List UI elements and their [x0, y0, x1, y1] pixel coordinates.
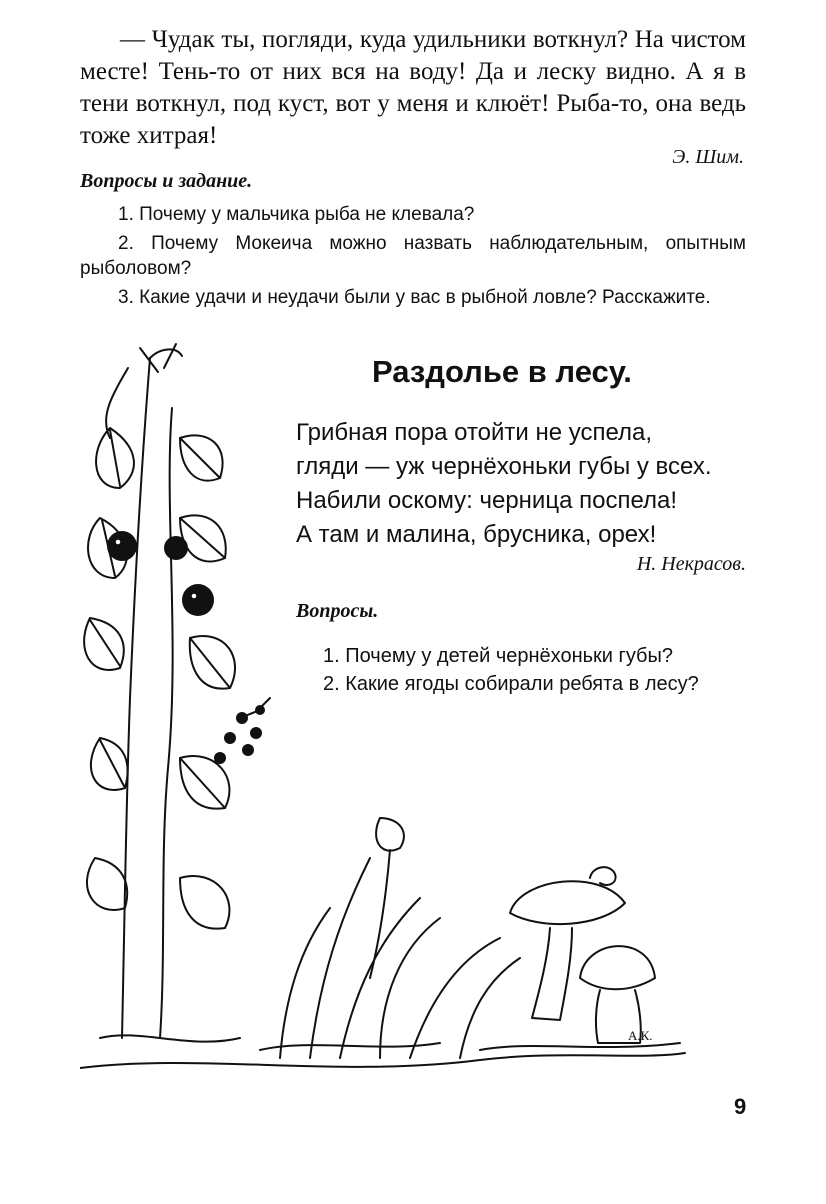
questions-heading-1: Вопросы и задание.: [80, 170, 253, 192]
grass: [310, 858, 370, 1058]
snail: [590, 867, 616, 885]
berry: [255, 705, 265, 715]
leaf: [180, 876, 229, 929]
poem-line: гляди — уж чернёхоньки губы у всех.: [296, 453, 712, 480]
question-item: 1. Почему у мальчика рыба не клевала?: [118, 204, 475, 225]
poem-title: Раздолье в лесу.: [372, 354, 632, 389]
flower: [376, 818, 404, 851]
berry: [236, 712, 248, 724]
berry: [250, 727, 262, 739]
story-paragraph: — Чудак ты, погляди, куда удильники воткнул? На чистом месте! Тень-то от них вся на воду! Да и леску видно. А я в тени воткнул, под куст, вот у меня и клюёт! Рыба-то, она ведь тоже хитрая!: [80, 26, 746, 149]
poem-line: Грибная пора отойти не успела,: [296, 419, 653, 446]
raspberry: [182, 584, 214, 616]
mushroom-cap: [510, 881, 625, 924]
question-item: 3. Какие удачи и неудачи были у вас в рыбной ловле? Расскажите.: [118, 287, 711, 308]
poem-line: А там и малина, брусника, орех!: [296, 521, 657, 548]
ground: [80, 1053, 685, 1068]
illustration-signature: А.К.: [628, 1028, 653, 1043]
leaf: [180, 756, 229, 809]
forest-illustration: [80, 338, 690, 1088]
questions-list-1: [80, 202, 746, 314]
mushroom-stem: [532, 928, 572, 1020]
page-number: 9: [734, 1094, 747, 1119]
leaf: [190, 636, 235, 689]
question-item: 2. Какие ягоды собирали ребята в лесу?: [323, 673, 699, 695]
mushroom-cap: [580, 946, 655, 989]
question-item: 2. Почему Мокеича можно назвать наблюдательным, опытным рыболовом?: [80, 233, 746, 279]
poem-line: Набили оскому: черница поспела!: [296, 487, 678, 514]
berry: [214, 752, 226, 764]
questions-heading-2: Вопросы.: [296, 600, 379, 622]
leaf: [87, 858, 127, 910]
poem-author: Н. Некрасов.: [636, 553, 746, 575]
question-item: 1. Почему у детей чернёхоньки губы?: [323, 645, 673, 667]
story-author: Э. Шим.: [672, 146, 744, 168]
raspberry: [164, 536, 188, 560]
berry: [224, 732, 236, 744]
berry: [242, 744, 254, 756]
raspberry: [107, 531, 137, 561]
raspberry-stem: [122, 358, 150, 1038]
story-text: [80, 24, 746, 152]
